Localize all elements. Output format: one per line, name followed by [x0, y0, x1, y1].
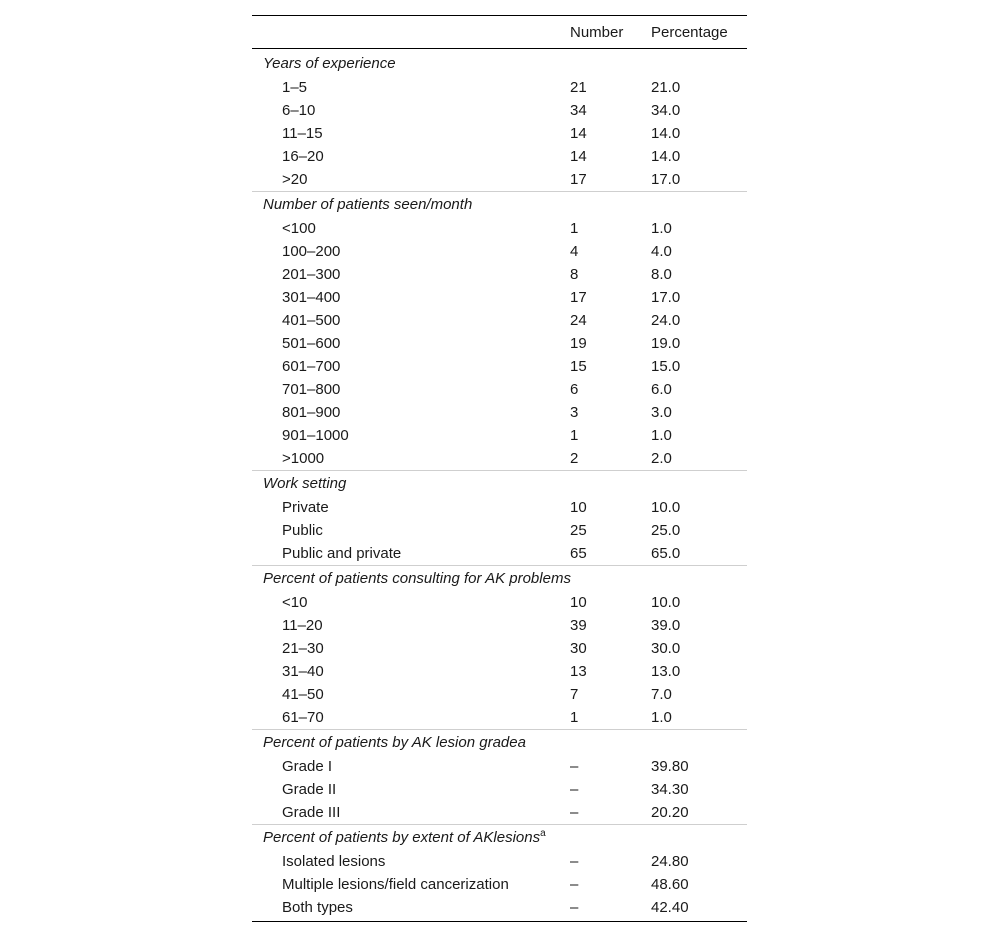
- row-percentage: 3.0: [651, 404, 672, 421]
- row-number: 6: [570, 381, 579, 398]
- row-percentage: 10.0: [651, 594, 681, 611]
- table-row: [252, 332, 747, 355]
- row-number: 39: [570, 617, 587, 634]
- section-heading: [252, 470, 747, 496]
- row-number: 2: [570, 450, 579, 467]
- section-title: [263, 730, 526, 755]
- row-label: <10: [282, 594, 308, 611]
- row-label: Private: [282, 499, 329, 516]
- row-number: 65: [570, 545, 587, 562]
- section-title: [263, 471, 346, 496]
- row-percentage: 65.0: [651, 545, 681, 562]
- row-percentage: 17.0: [651, 171, 681, 188]
- table-row: [252, 355, 747, 378]
- row-number: 10: [570, 499, 587, 516]
- row-percentage: 39.0: [651, 617, 681, 634]
- row-percentage: 8.0: [651, 266, 672, 283]
- section-title: [263, 825, 546, 850]
- table-row: [252, 896, 747, 919]
- row-label: Isolated lesions: [282, 853, 386, 870]
- row-label: >1000: [282, 450, 325, 467]
- row-label: 1–5: [282, 79, 308, 96]
- table-row: [252, 217, 747, 240]
- row-label: 100–200: [282, 243, 341, 260]
- row-percentage: 6.0: [651, 381, 672, 398]
- row-label: 301–400: [282, 289, 341, 306]
- table-row: [252, 660, 747, 683]
- row-percentage: 1.0: [651, 427, 672, 444]
- row-number: –: [570, 804, 579, 821]
- row-label: Public and private: [282, 545, 402, 562]
- row-number: 10: [570, 594, 587, 611]
- row-number: 14: [570, 148, 587, 165]
- row-label: 501–600: [282, 335, 341, 352]
- row-number: –: [570, 876, 579, 893]
- row-percentage: 34.30: [651, 781, 689, 798]
- table-row: [252, 614, 747, 637]
- row-label: <100: [282, 220, 316, 237]
- table-row: [252, 99, 747, 122]
- row-percentage: 13.0: [651, 663, 681, 680]
- row-label: Multiple lesions/field cancerization: [282, 876, 509, 893]
- row-percentage: 24.0: [651, 312, 681, 329]
- row-label: 601–700: [282, 358, 341, 375]
- table-body: [252, 51, 747, 919]
- table-row: [252, 401, 747, 424]
- row-number: 1: [570, 709, 579, 726]
- row-percentage: 39.80: [651, 758, 689, 775]
- row-label: 701–800: [282, 381, 341, 398]
- table-row: [252, 778, 747, 801]
- row-label: 41–50: [282, 686, 324, 703]
- header-percentage: Percentage: [651, 24, 728, 41]
- table-row: [252, 683, 747, 706]
- row-number: 1: [570, 220, 579, 237]
- row-label: Public: [282, 522, 323, 539]
- row-number: 4: [570, 243, 579, 260]
- row-number: 3: [570, 404, 579, 421]
- row-percentage: 24.80: [651, 853, 689, 870]
- table-row: [252, 286, 747, 309]
- row-label: 21–30: [282, 640, 324, 657]
- row-percentage: 17.0: [651, 289, 681, 306]
- row-number: –: [570, 899, 579, 916]
- section-title-text: Percent of patients by extent of AKlesions: [263, 829, 541, 846]
- row-percentage: 21.0: [651, 79, 681, 96]
- row-number: 1: [570, 427, 579, 444]
- section-title: [263, 566, 571, 591]
- table-row: [252, 637, 747, 660]
- row-percentage: 15.0: [651, 358, 681, 375]
- row-number: –: [570, 758, 579, 775]
- row-number: 25: [570, 522, 587, 539]
- table-row: [252, 76, 747, 99]
- footnote-marker: a: [540, 828, 546, 839]
- row-label: 901–1000: [282, 427, 349, 444]
- table-row: [252, 447, 747, 470]
- row-label: >20: [282, 171, 308, 188]
- row-number: 7: [570, 686, 579, 703]
- row-label: 801–900: [282, 404, 341, 421]
- section-heading: [252, 565, 747, 591]
- table-row: [252, 240, 747, 263]
- section-title-text: Years of experience: [263, 55, 396, 72]
- section-title: [263, 51, 396, 76]
- section-title-text: Percent of patients consulting for AK problems: [263, 570, 571, 587]
- row-label: Both types: [282, 899, 353, 916]
- row-number: 34: [570, 102, 587, 119]
- section-heading: [252, 51, 747, 76]
- table-row: [252, 145, 747, 168]
- table-row: [252, 263, 747, 286]
- row-number: –: [570, 781, 579, 798]
- table-row: [252, 168, 747, 191]
- table-row: [252, 496, 747, 519]
- row-label: 31–40: [282, 663, 324, 680]
- table-row: [252, 755, 747, 778]
- row-percentage: 30.0: [651, 640, 681, 657]
- table-row: [252, 519, 747, 542]
- row-label: 201–300: [282, 266, 341, 283]
- row-label: 11–15: [282, 125, 323, 142]
- row-percentage: 4.0: [651, 243, 672, 260]
- row-number: 17: [570, 171, 587, 188]
- row-label: 16–20: [282, 148, 324, 165]
- row-label: 6–10: [282, 102, 316, 119]
- row-percentage: 1.0: [651, 709, 672, 726]
- row-label: 11–20: [282, 617, 323, 634]
- row-percentage: 19.0: [651, 335, 681, 352]
- row-number: –: [570, 853, 579, 870]
- table-row: [252, 378, 747, 401]
- row-percentage: 10.0: [651, 499, 681, 516]
- section-title-text: Percent of patients by AK lesion gradea: [263, 734, 526, 751]
- section-heading: [252, 729, 747, 755]
- row-percentage: 48.60: [651, 876, 689, 893]
- row-percentage: 34.0: [651, 102, 681, 119]
- table-row: [252, 873, 747, 896]
- table-row: [252, 591, 747, 614]
- row-label: Grade I: [282, 758, 333, 775]
- row-label: 61–70: [282, 709, 324, 726]
- section-title-text: Number of patients seen/month: [263, 196, 473, 213]
- row-number: 30: [570, 640, 587, 657]
- row-number: 19: [570, 335, 587, 352]
- row-percentage: 25.0: [651, 522, 681, 539]
- row-percentage: 42.40: [651, 899, 689, 916]
- section-title: [263, 192, 472, 217]
- table-row: [252, 801, 747, 824]
- row-percentage: 14.0: [651, 125, 681, 142]
- row-number: 21: [570, 79, 587, 96]
- table-row: [252, 122, 747, 145]
- row-percentage: 1.0: [651, 220, 672, 237]
- demographics-table: [252, 15, 747, 922]
- row-percentage: 20.20: [651, 804, 689, 821]
- row-label: Grade III: [282, 804, 341, 821]
- row-percentage: 14.0: [651, 148, 681, 165]
- header-number: Number: [570, 24, 624, 41]
- section-title-text: Work setting: [263, 475, 347, 492]
- table-row: [252, 309, 747, 332]
- section-heading: [252, 191, 747, 217]
- section-heading: [252, 824, 747, 850]
- row-number: 24: [570, 312, 587, 329]
- row-percentage: 7.0: [651, 686, 672, 703]
- table-header: [252, 16, 747, 49]
- row-number: 14: [570, 125, 587, 142]
- table-row: [252, 424, 747, 447]
- row-number: 13: [570, 663, 587, 680]
- table-row: [252, 850, 747, 873]
- row-number: 15: [570, 358, 587, 375]
- row-label: 401–500: [282, 312, 341, 329]
- row-number: 8: [570, 266, 579, 283]
- table-row: [252, 706, 747, 729]
- row-label: Grade II: [282, 781, 337, 798]
- row-number: 17: [570, 289, 587, 306]
- table-row: [252, 542, 747, 565]
- row-percentage: 2.0: [651, 450, 672, 467]
